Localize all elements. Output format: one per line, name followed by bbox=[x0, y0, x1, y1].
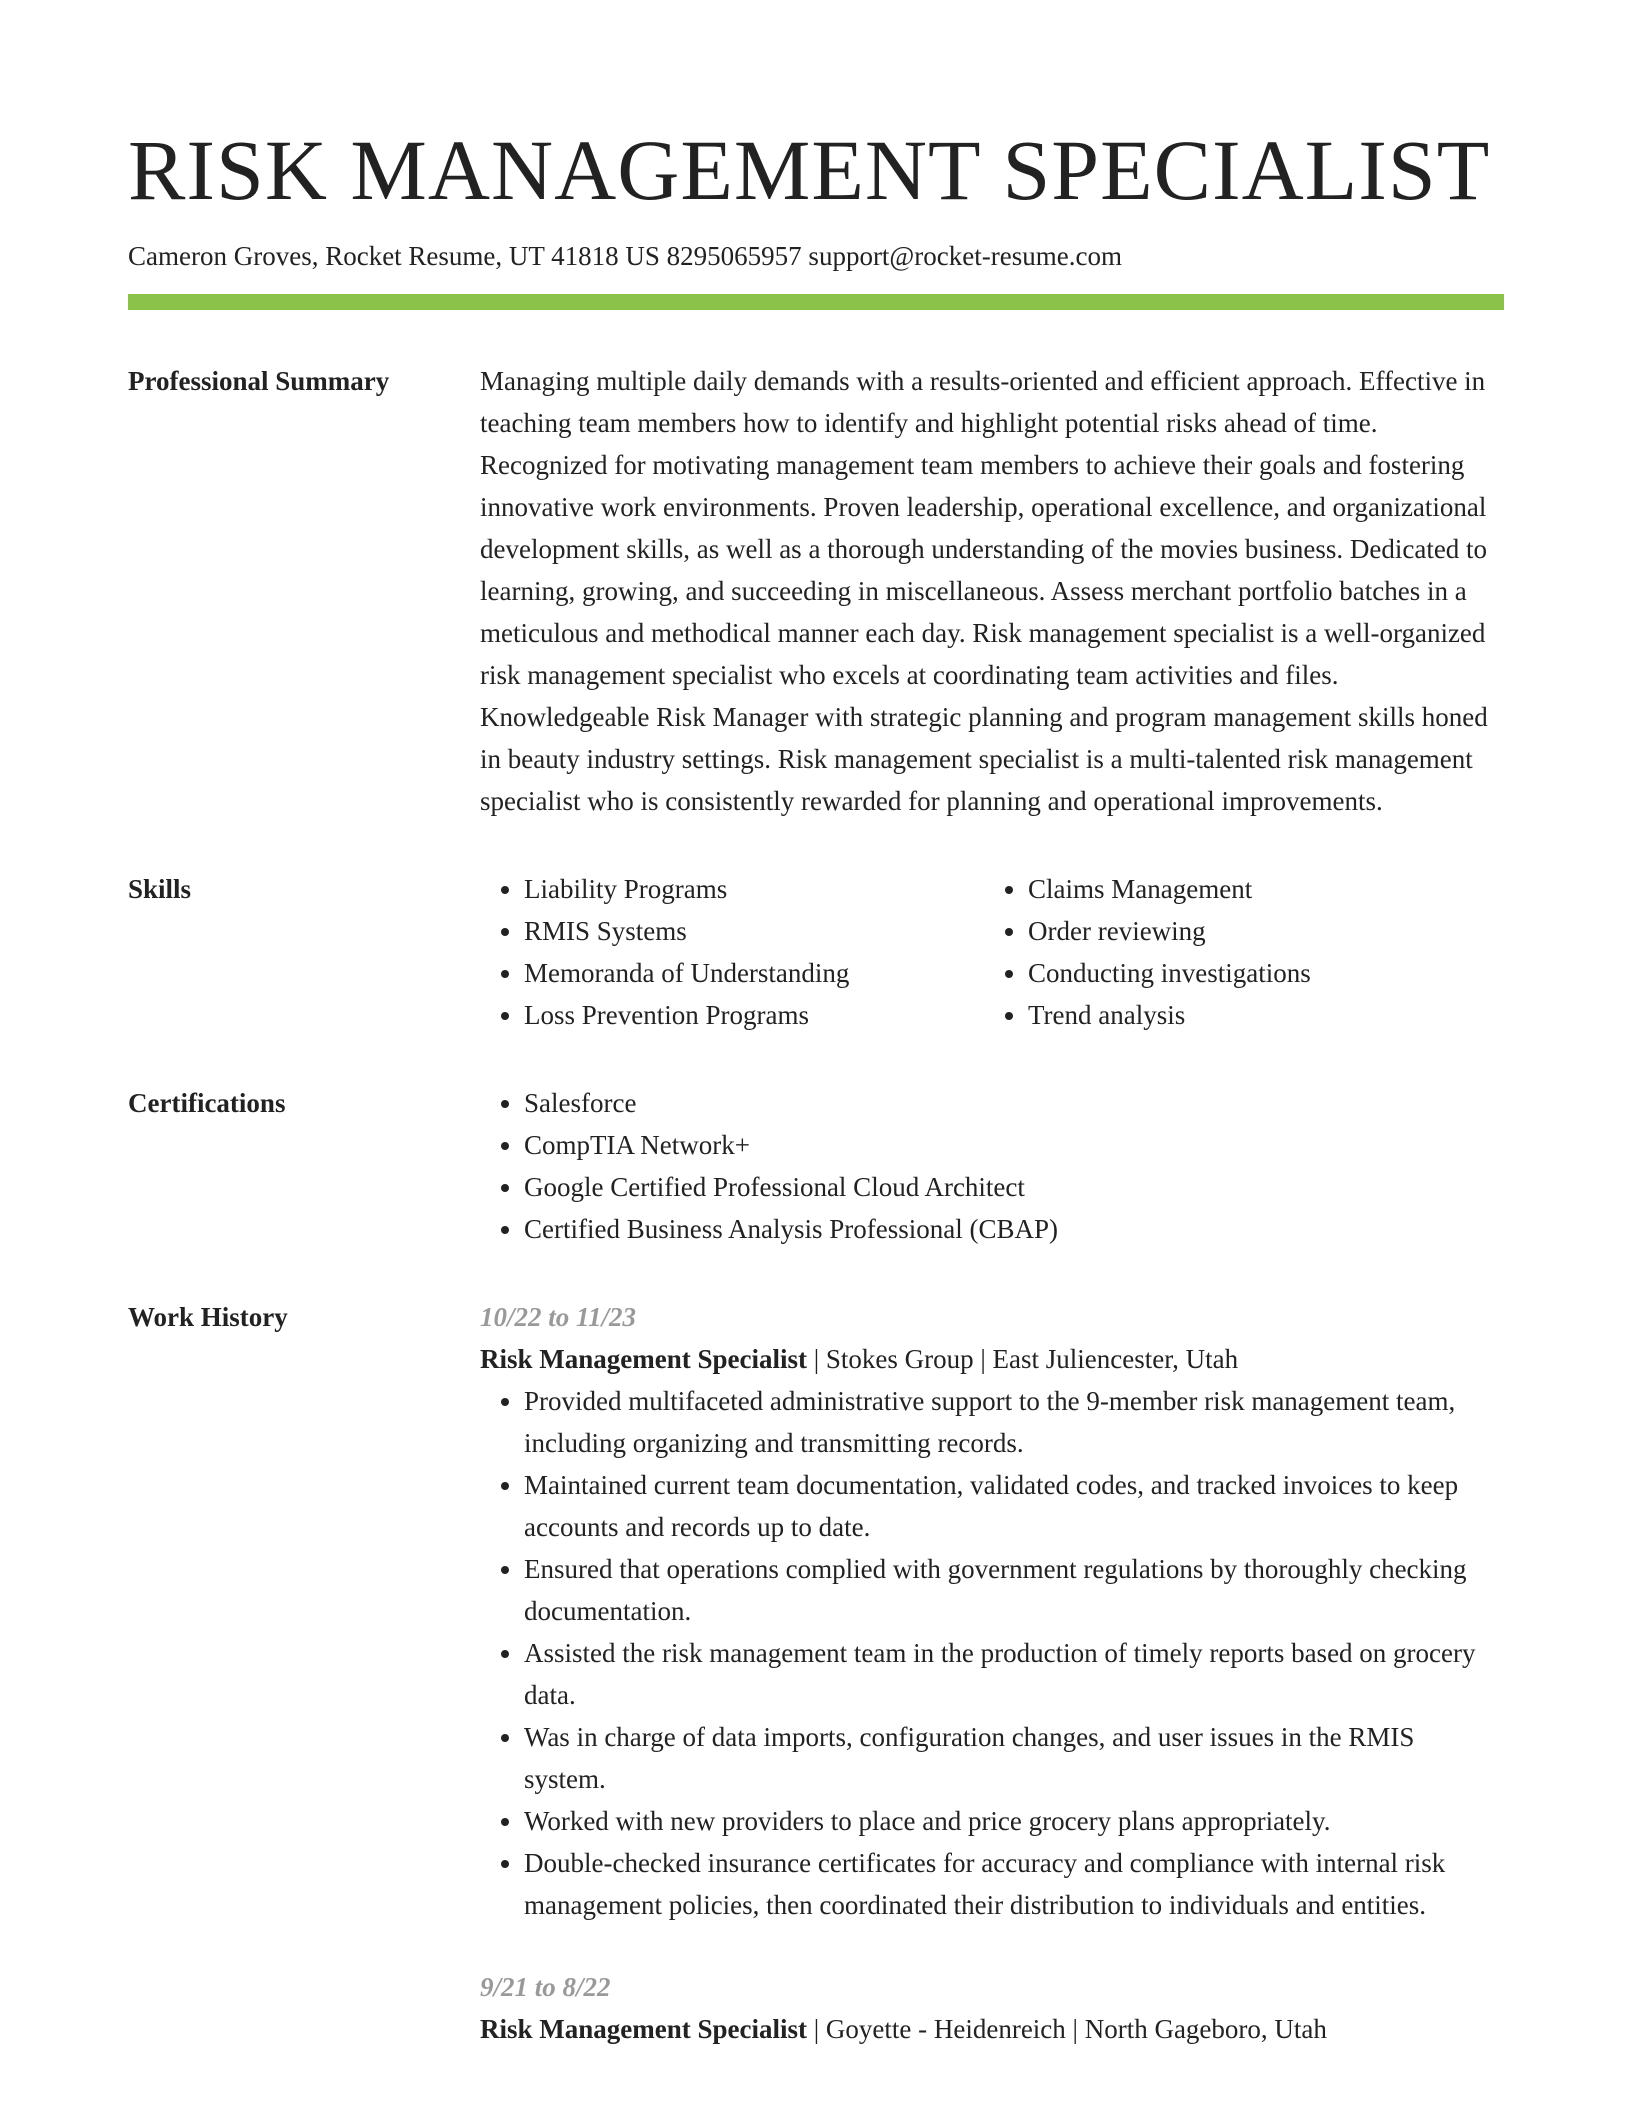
job-bullet: • Ensured that operations complied with government regulations by thoroughly checking documentation. bbox=[524, 1548, 1484, 1632]
skills-list-right bbox=[984, 868, 1311, 1036]
summary-section bbox=[128, 360, 1504, 822]
certification-item: • Certified Business Analysis Professional (CBAP) bbox=[524, 1208, 1504, 1250]
job-entry bbox=[480, 1296, 1504, 1926]
resume-title: RISK MANAGEMENT SPECIALIST bbox=[128, 122, 1491, 218]
contact-line: Cameron Groves, Rocket Resume, UT 41818 US 8295065957 support@rocket-resume.com bbox=[128, 241, 1122, 271]
job-dates: 10/22 to 11/23 bbox=[480, 1302, 637, 1332]
summary-text: Managing multiple daily demands with a results-oriented and efficient approach. Effective in teaching team members how to identify and highlight potential risks ahead of time. Recognized for motivating management team members to achieve their goals and fostering innovative work environments. Proven leadership, operational excellence, and organizational development skills, as well as a thorough understanding of the movies business. Dedicated to learning, growing, and succeeding in miscellaneous. Assess merchant portfolio batches in a meticulous and methodical manner each day. Risk management specialist is a well-organized risk management specialist who excels at coordinating team activities and files. Knowledgeable Risk Manager with strategic planning and program management skills honed in beauty industry settings. Risk management specialist is a multi-talented risk management specialist who is consistently rewarded for planning and operational improvements. bbox=[480, 366, 1488, 816]
summary-label: Professional Summary bbox=[128, 366, 390, 396]
skill-item: • Claims Management bbox=[1028, 868, 1311, 910]
skill-item: • Trend analysis bbox=[1028, 994, 1311, 1036]
job-dates: 9/21 to 8/22 bbox=[480, 1972, 611, 2002]
skill-item: • Loss Prevention Programs bbox=[524, 994, 984, 1036]
certifications-body bbox=[480, 1082, 1504, 1250]
skill-item: • Liability Programs bbox=[524, 868, 984, 910]
work-history-section bbox=[128, 1296, 1504, 2050]
work-history-body bbox=[480, 1296, 1504, 2050]
skill-item: • Conducting investigations bbox=[1028, 952, 1311, 994]
skill-item: • RMIS Systems bbox=[524, 910, 984, 952]
job-details: | Stokes Group | East Juliencester, Utah bbox=[807, 1344, 1239, 1374]
resume-page bbox=[128, 120, 1504, 2050]
job-entry bbox=[480, 1966, 1504, 2050]
skills-label: Skills bbox=[128, 874, 192, 904]
summary-body bbox=[480, 360, 1504, 822]
certifications-section bbox=[128, 1082, 1504, 1250]
skill-item: • Memoranda of Understanding bbox=[524, 952, 984, 994]
certification-item: • Google Certified Professional Cloud Architect bbox=[524, 1166, 1504, 1208]
certifications-list bbox=[480, 1082, 1504, 1250]
certifications-label: Certifications bbox=[128, 1088, 286, 1118]
skill-item: • Order reviewing bbox=[1028, 910, 1311, 952]
header-divider bbox=[128, 294, 1504, 310]
job-bullet: • Provided multifaceted administrative support to the 9-member risk management team, including organizing and transmitting records. bbox=[524, 1380, 1484, 1464]
certification-item: • CompTIA Network+ bbox=[524, 1124, 1504, 1166]
certification-item: • Salesforce bbox=[524, 1082, 1504, 1124]
job-bullet: • Assisted the risk management team in the production of timely reports based on grocery data. bbox=[524, 1632, 1484, 1716]
job-details: | Goyette - Heidenreich | North Gageboro, Utah bbox=[807, 2014, 1327, 2044]
work-history-label: Work History bbox=[128, 1302, 288, 1332]
skills-section bbox=[128, 868, 1504, 1036]
job-heading bbox=[480, 1338, 1504, 1380]
job-bullet: • Double-checked insurance certificates for accuracy and compliance with internal risk management policies, then coordinated their distribution to individuals and entities. bbox=[524, 1842, 1484, 1926]
job-title: Risk Management Specialist bbox=[480, 2014, 807, 2044]
skills-grid bbox=[480, 868, 1504, 1036]
job-heading bbox=[480, 2008, 1504, 2050]
job-title: Risk Management Specialist bbox=[480, 1344, 807, 1374]
job-bullets bbox=[480, 1380, 1504, 1926]
job-bullet: • Maintained current team documentation, validated codes, and tracked invoices to keep accounts and records up to date. bbox=[524, 1464, 1484, 1548]
job-bullet: • Worked with new providers to place and price grocery plans appropriately. bbox=[524, 1800, 1484, 1842]
job-bullet: • Was in charge of data imports, configuration changes, and user issues in the RMIS system. bbox=[524, 1716, 1484, 1800]
skills-list-left bbox=[480, 868, 984, 1036]
